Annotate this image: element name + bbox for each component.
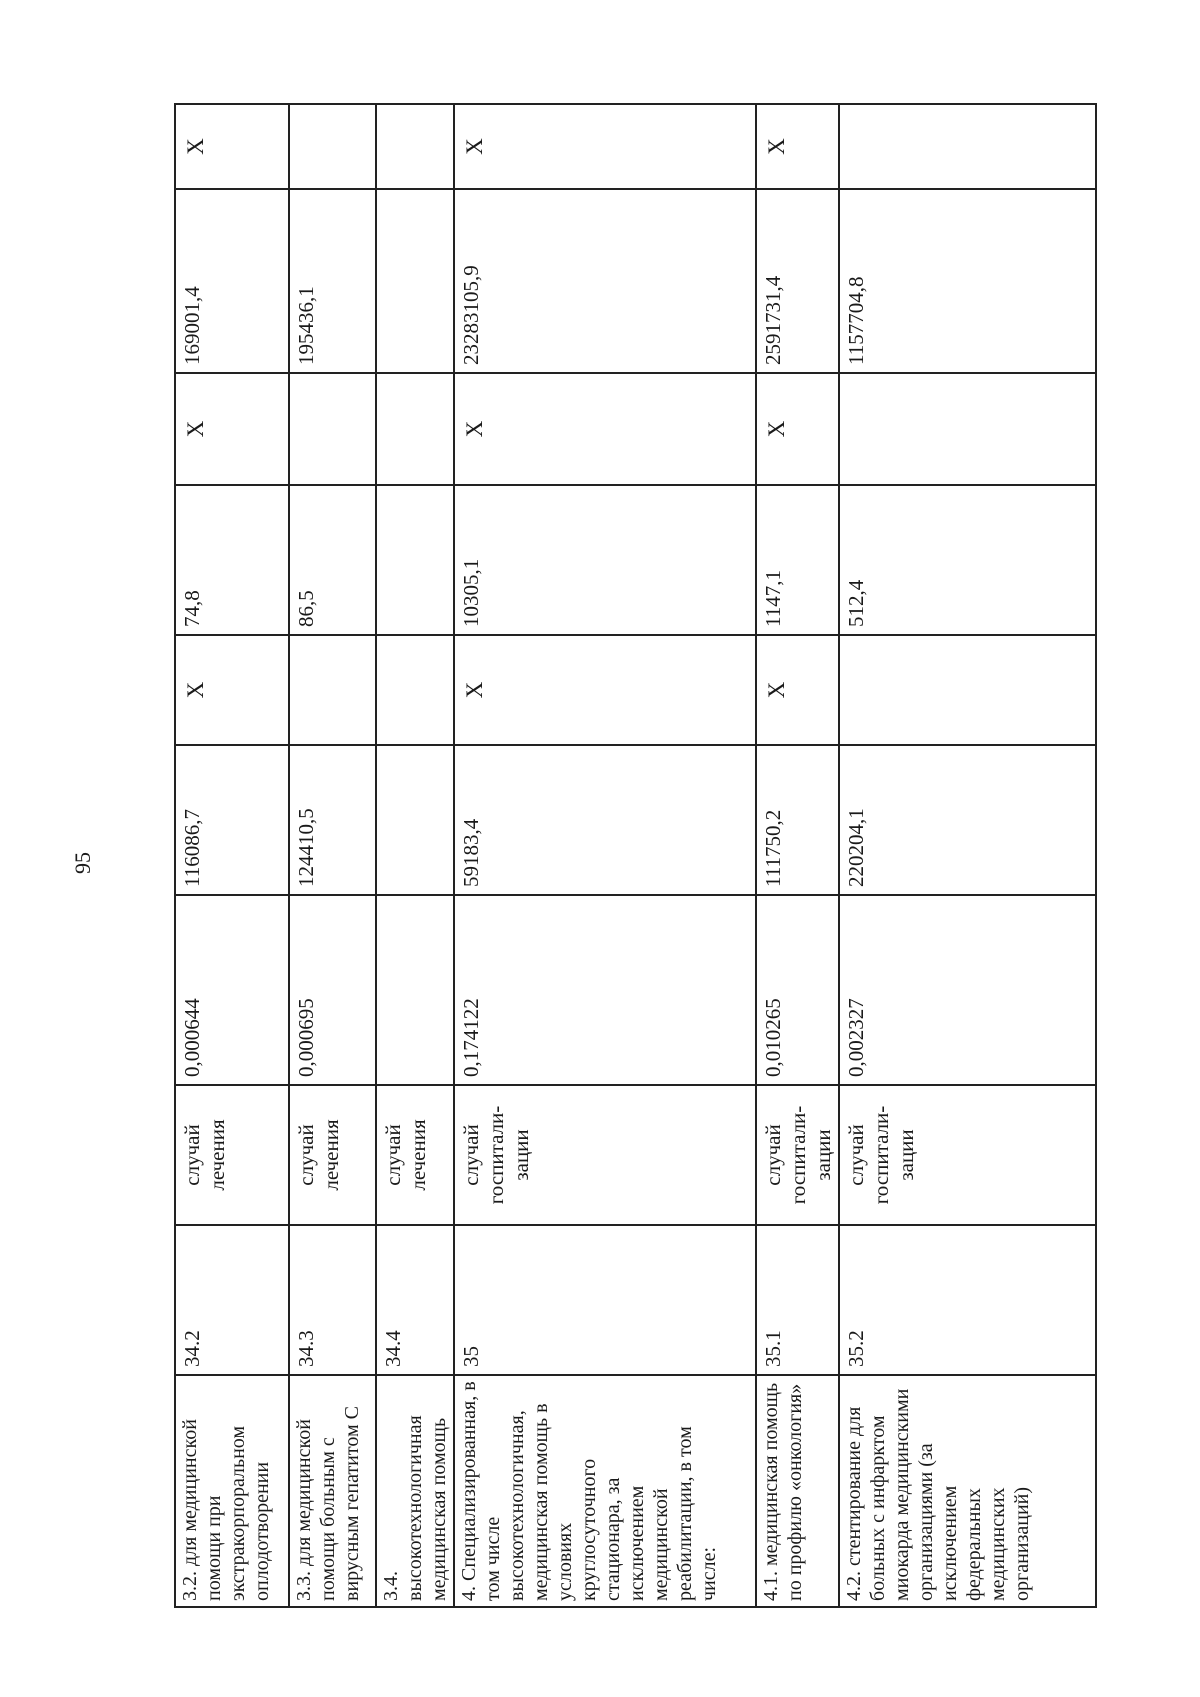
row-code: 34.4 (376, 1225, 454, 1375)
row-col7 (289, 373, 376, 485)
row-col7 (376, 373, 454, 485)
cross-mark: X (462, 681, 487, 699)
row-col9 (376, 104, 454, 189)
row-col5 (454, 635, 756, 745)
row-unit: случай лечения (376, 1085, 454, 1225)
cross-mark (381, 643, 384, 737)
cross-mark: X (183, 420, 208, 438)
row-col9 (289, 104, 376, 189)
cross-mark: X (183, 681, 208, 699)
row-col9 (839, 104, 1096, 189)
row-col7 (175, 373, 289, 485)
row-col6: 512,4 (839, 485, 1096, 635)
row-col8: 23283105,9 (454, 189, 756, 373)
row-col7 (839, 373, 1096, 485)
row-name: 3.3. для медицинской помощи больным с вирусным гепатитом С (289, 1375, 376, 1607)
cross-mark: X (462, 420, 487, 438)
row-name: 3.4. высокотехнологичная медицинская помощь (376, 1375, 454, 1607)
cross-mark (294, 381, 297, 477)
row-norm: 0,000695 (289, 895, 376, 1085)
row-norm: 0,174122 (454, 895, 756, 1085)
cross-mark: X (183, 138, 208, 155)
row-col9 (756, 104, 839, 189)
row-cost: 111750,2 (756, 745, 839, 895)
row-cost: 220204,1 (839, 745, 1096, 895)
cross-mark (294, 643, 297, 737)
row-col5 (175, 635, 289, 745)
row-col5 (289, 635, 376, 745)
row-unit: случай госпитали-зации (839, 1085, 1096, 1225)
row-code: 35 (454, 1225, 756, 1375)
row-code: 34.2 (175, 1225, 289, 1375)
cross-mark (844, 112, 847, 181)
row-col7 (454, 373, 756, 485)
row-col6: 10305,1 (454, 485, 756, 635)
row-cost: 116086,7 (175, 745, 289, 895)
table-row (175, 104, 289, 1607)
table-row (376, 104, 454, 1607)
row-col5 (839, 635, 1096, 745)
cross-mark (844, 643, 847, 737)
row-col8 (376, 189, 454, 373)
row-unit: случай госпитали-зации (756, 1085, 839, 1225)
row-unit: случай лечения (289, 1085, 376, 1225)
cross-mark: X (462, 138, 487, 155)
cross-mark (381, 381, 384, 477)
rotated-table-container (174, 105, 1074, 1608)
row-norm (376, 895, 454, 1085)
row-norm: 0,002327 (839, 895, 1096, 1085)
row-col6: 86,5 (289, 485, 376, 635)
row-norm: 0,010265 (756, 895, 839, 1085)
row-name: 4. Специализированная, в том числе высокотехнологичная, медицинская помощь в условиях круглосуточного стационара, за исключением медицинской реабилитации, в том числе: (454, 1375, 756, 1607)
row-cost: 59183,4 (454, 745, 756, 895)
row-col9 (454, 104, 756, 189)
cross-mark (844, 381, 847, 477)
row-col8: 195436,1 (289, 189, 376, 373)
data-table (174, 103, 1097, 1608)
row-name: 4.1. медицинская помощь по профилю «онкология» (756, 1375, 839, 1607)
row-col5 (376, 635, 454, 745)
cross-mark: X (764, 681, 789, 699)
row-col5 (756, 635, 839, 745)
row-code: 35.2 (839, 1225, 1096, 1375)
row-code: 35.1 (756, 1225, 839, 1375)
row-col6: 74,8 (175, 485, 289, 635)
cross-mark (381, 112, 384, 181)
row-unit: случай госпитали-зации (454, 1085, 756, 1225)
cross-mark (294, 112, 297, 181)
row-col6 (376, 485, 454, 635)
row-cost: 124410,5 (289, 745, 376, 895)
row-col9 (175, 104, 289, 189)
row-unit: случай лечения (175, 1085, 289, 1225)
table-row (454, 104, 756, 1607)
row-col8: 1157704,8 (839, 189, 1096, 373)
row-col8: 169001,4 (175, 189, 289, 373)
row-name: 4.2. стентирование для больных с инфарктом миокарда медицинскими организациями (за исключением федеральных медицинских организаций) (839, 1375, 1096, 1607)
table-row (839, 104, 1096, 1607)
row-col6: 1147,1 (756, 485, 839, 635)
cross-mark: X (764, 138, 789, 155)
row-name: 3.2. для медицинской помощи при экстракорпоральном оплодотворении (175, 1375, 289, 1607)
cross-mark: X (764, 420, 789, 438)
row-col7 (756, 373, 839, 485)
table-row (756, 104, 839, 1607)
table-row (289, 104, 376, 1607)
row-norm: 0,000644 (175, 895, 289, 1085)
row-col8: 2591731,4 (756, 189, 839, 373)
page-number: 95 (70, 852, 95, 874)
row-code: 34.3 (289, 1225, 376, 1375)
row-cost (376, 745, 454, 895)
